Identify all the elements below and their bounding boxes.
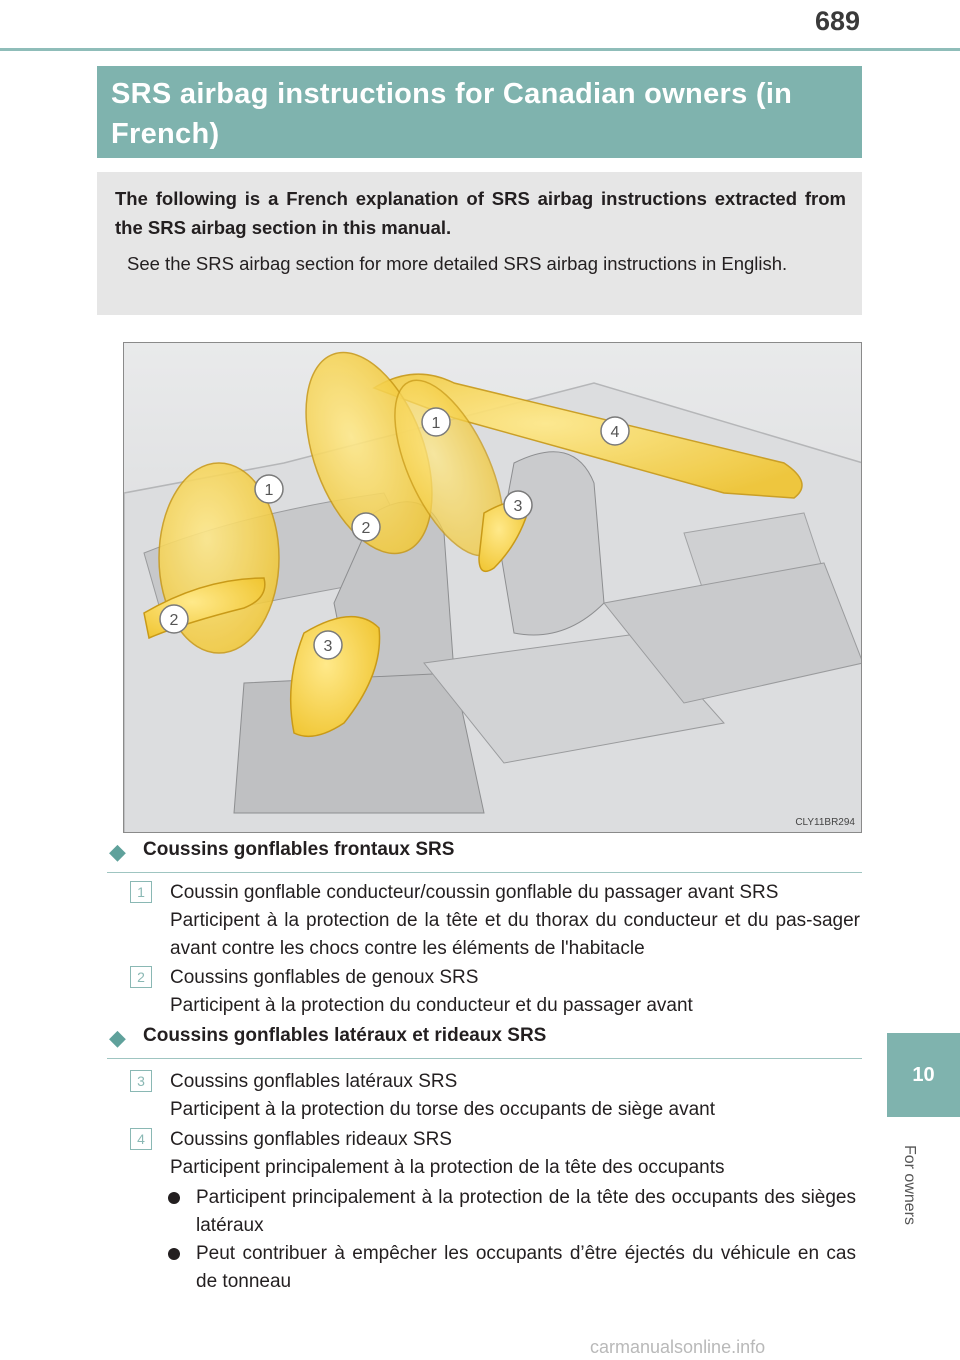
- section-header: [97, 66, 862, 158]
- bullet-item-1: [170, 1184, 856, 1240]
- item-title: Coussins gonflables de genoux SRS: [170, 967, 479, 988]
- callout-3-front: [314, 631, 342, 659]
- section-title: SRS airbag instructions for Canadian owners (in French): [111, 78, 793, 150]
- callout-1-passenger: [422, 408, 450, 436]
- callout-3-rear: [504, 491, 532, 519]
- callout-2-driver-knee: [160, 605, 188, 633]
- group-heading-side-curtain: [107, 1022, 862, 1059]
- chapter-label-text: For owners: [901, 1144, 918, 1226]
- callout-4-curtain: [601, 417, 629, 445]
- page-number: 689: [814, 6, 860, 36]
- callout-label-1a: 1: [264, 482, 274, 499]
- diamond-icon: ◆: [109, 1025, 126, 1050]
- callout-label-3b: 3: [323, 638, 333, 655]
- callout-label-1b: 1: [431, 415, 441, 432]
- watermark: carmanualsonline.info: [590, 1337, 766, 1357]
- list-item-2: [130, 964, 860, 1020]
- callout-label-3a: 3: [513, 498, 523, 515]
- item-title: Coussins gonflables rideaux SRS: [170, 1129, 452, 1150]
- callout-label-4: 4: [610, 424, 620, 441]
- intro-box: [97, 172, 862, 315]
- bullet-dot-icon: [168, 1248, 180, 1260]
- callout-label-2a: 2: [361, 520, 371, 537]
- item-number-badge: 2: [130, 966, 152, 988]
- bullet-dot-icon: [168, 1192, 180, 1204]
- bullet-text: Participent principalement à la protection de la tête des occupants des sièges latéraux: [196, 1187, 856, 1236]
- chapter-tab[interactable]: 10: [887, 1033, 960, 1117]
- list-item-3: [130, 1068, 860, 1124]
- item-number-badge: 1: [130, 881, 152, 903]
- airbag-diagram: [124, 343, 862, 833]
- diamond-icon: ◆: [109, 839, 126, 864]
- illustration-code: CLY11BR294: [795, 817, 855, 828]
- bullet-item-2: [170, 1240, 856, 1296]
- intro-lead: The following is a French explanation of SRS airbag instructions extracted from the SRS airbag section in this manual.: [115, 188, 846, 238]
- item-description: Participent à la protection du conducteur et du passager avant: [170, 995, 693, 1016]
- item-description: Participent à la protection de la tête et du thorax du conducteur et du pas-sager avant contre les chocs contre les éléments de l'habitacle: [170, 910, 860, 959]
- list-item-1: [130, 879, 860, 963]
- bullet-text: Peut contribuer à empêcher les occupants d’être éjectés du véhicule en cas de tonneau: [196, 1243, 856, 1292]
- callout-1-driver: [255, 475, 283, 503]
- group-heading-text: Coussins gonflables latéraux et rideaux SRS: [143, 1025, 547, 1046]
- chapter-label: [889, 1130, 929, 1240]
- item-description: Participent principalement à la protection de la tête des occupants: [170, 1157, 725, 1178]
- intro-note: See the SRS airbag section for more detailed SRS airbag instructions in English.: [127, 253, 788, 274]
- airbag-illustration: [123, 342, 862, 833]
- item-description: Participent à la protection du torse des occupants de siège avant: [170, 1099, 716, 1120]
- group-heading-frontal: [107, 836, 862, 873]
- callout-2-passenger-knee: [352, 513, 380, 541]
- item-number-badge: 4: [130, 1128, 152, 1150]
- item-title: Coussins gonflables latéraux SRS: [170, 1071, 458, 1092]
- list-item-4: [130, 1126, 860, 1182]
- top-rule: [0, 48, 960, 51]
- callout-label-2b: 2: [169, 612, 179, 629]
- item-number-badge: 3: [130, 1070, 152, 1092]
- item-title: Coussin gonflable conducteur/coussin gonflable du passager avant SRS: [170, 882, 779, 903]
- group-heading-text: Coussins gonflables frontaux SRS: [143, 839, 455, 860]
